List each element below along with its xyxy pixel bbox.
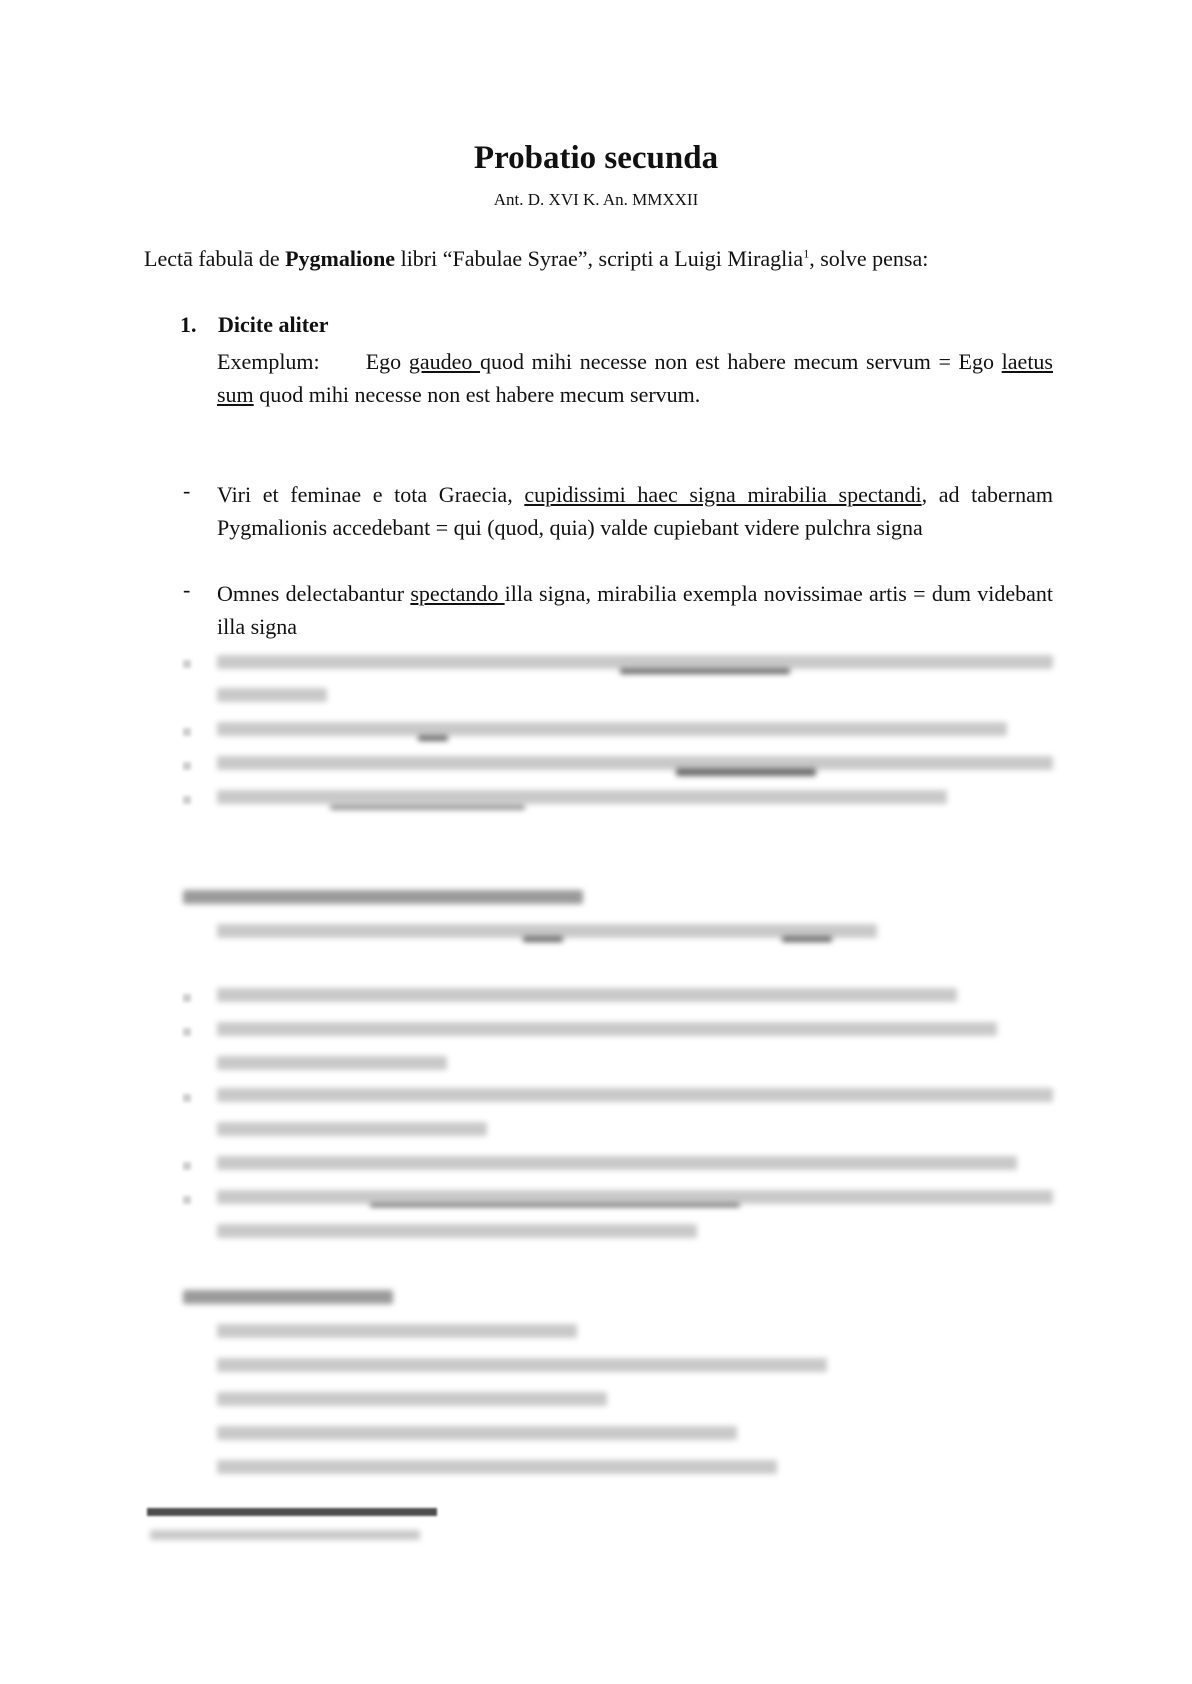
blurred-line (217, 1426, 737, 1440)
example-underline: gaudeo (408, 349, 481, 374)
blurred-line (217, 1358, 827, 1372)
blurred-line (217, 1190, 1053, 1204)
blurred-line (217, 1224, 697, 1238)
intro-bold: Pygmalione (285, 246, 396, 271)
intro-part1: Lectā fabulā de (144, 246, 286, 271)
blurred-bullet (183, 1162, 191, 1170)
example-part: quod mihi necesse non est habere mecum servum = Ego (480, 349, 1002, 374)
blurred-underline (620, 668, 790, 674)
blurred-bullet (183, 1094, 191, 1102)
blurred-underline (330, 804, 525, 810)
blurred-bullet (183, 728, 191, 736)
blurred-line (217, 655, 1053, 669)
example-underline: laetus sum (217, 349, 1053, 407)
blurred-bullet (183, 1028, 191, 1036)
blurred-line (217, 1088, 1053, 1102)
section-1-title: Dicite aliter (218, 312, 329, 337)
blurred-line (217, 1122, 487, 1136)
blurred-line (217, 1022, 997, 1036)
item-text: , ad tabernam Pygmalionis accedebant = qui (quod, quia) valde cupiebant videre pulchra signa (217, 482, 1054, 540)
blurred-bullet (183, 762, 191, 770)
item-text: Viri et feminae e tota Graecia, (217, 482, 525, 507)
example-part: Ego (365, 349, 409, 374)
blurred-line (217, 1460, 777, 1474)
intro-part2: libri “Fabulae Syrae”, scripti a Luigi Miraglia (395, 246, 804, 271)
list-item (217, 478, 1053, 544)
item-text: illa signa, mirabilia exempla novissimae artis = dum videbant illa signa (217, 581, 1053, 639)
example-part: quod mihi necesse non est habere mecum servum. (253, 382, 701, 407)
item-underline: spectando (410, 581, 505, 606)
section-1-number: 1. (180, 312, 197, 337)
footnote-mark: 1 (803, 246, 810, 261)
blurred-line (217, 722, 1007, 736)
blurred-line (217, 988, 957, 1002)
list-dash: - (183, 577, 191, 602)
example-label: Exemplum: (217, 349, 320, 374)
section-1-heading (180, 312, 329, 338)
intro-text (144, 246, 928, 272)
blurred-line (217, 1056, 447, 1070)
list-item (217, 577, 1053, 643)
page-title: Probatio secunda (473, 140, 719, 176)
blurred-bullet (183, 994, 191, 1002)
blurred-footnote (150, 1530, 420, 1540)
blurred-underline (676, 768, 816, 776)
blurred-underline (782, 936, 832, 942)
blurred-heading (183, 890, 583, 904)
blurred-line (217, 1156, 1017, 1170)
blurred-bullet (183, 1196, 191, 1204)
blurred-underline (370, 1203, 740, 1207)
blurred-bullet (183, 796, 191, 804)
blurred-line (217, 756, 1053, 770)
section-1-example (217, 345, 1053, 411)
blurred-line (217, 688, 327, 702)
blurred-underline (418, 735, 448, 741)
item-underline: cupidissimi haec signa mirabilia spectandi (524, 482, 922, 507)
blurred-line (217, 1392, 607, 1406)
item-text: Omnes delectabantur (217, 581, 411, 606)
blurred-line (217, 1324, 577, 1338)
blurred-heading (183, 1290, 393, 1304)
page-date: Ant. D. XVI K. An. MMXXII (493, 190, 699, 209)
list-dash: - (183, 478, 191, 503)
blurred-underline (523, 936, 563, 942)
blurred-bullet (183, 660, 191, 668)
footnote-separator (147, 1508, 437, 1516)
blurred-line (217, 790, 947, 804)
intro-part3: , solve pensa: (809, 246, 929, 271)
